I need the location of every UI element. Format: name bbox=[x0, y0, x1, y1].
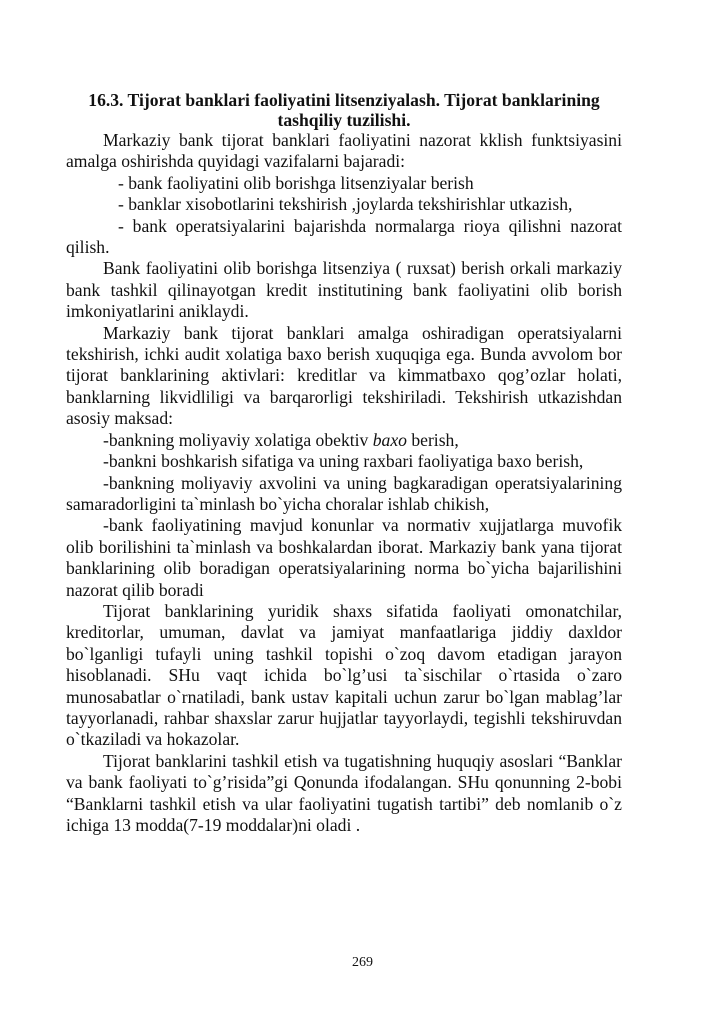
list-item-norms-control: - bank operatsiyalarini bajarishda normalarga rioya qilishni nazorat qilish. bbox=[66, 215, 622, 258]
list-item-licensing: - bank faoliyatini olib borishga litsenziyalar berish bbox=[118, 172, 474, 193]
list-item-efficiency-measures: -bankning moliyaviy axvolini va uning bagkaradigan operatsiyalarining samaradorligini ta`minlash bo`yicha choralar ishlab chikish, bbox=[66, 472, 622, 514]
bullet-text-end: berish, bbox=[406, 429, 459, 450]
page-body bbox=[66, 90, 622, 836]
bullet-text-start: -bankning moliyaviy xolatiga obektiv bbox=[103, 429, 373, 450]
list-item-reports-check: - banklar xisobotlarini tekshirish ,joylarda tekshirishlar utkazish, bbox=[118, 194, 573, 215]
section-title: 16.3. Tijorat banklari faoliyatini litsenziyalash. Tijorat banklarining tashqiliy tuzilishi. bbox=[88, 90, 600, 130]
list-item-management-quality: -bankni boshkarish sifatiga va uning raxbari faoliyatiga baxo berish, bbox=[103, 451, 584, 472]
paragraph-inspection: Markaziy bank tijorat banklari amalga oshiradigan operatsiyalarni tekshirish, ichki audit xolatiga baxo berish xuquqiga ega. Bunda avvolom bor tijorat banklarining aktivlari: kreditlar va kimmatbaxo qog’ozlar holati, banklarning likvidliligi va barqarorligi tekshiriladi. Tekshirish utkazishdan asosiy maksad: bbox=[66, 322, 622, 429]
paragraph-legal-basis: Tijorat banklarini tashkil etish va tugatishning huquqiy asoslari “Banklar va bank faoliyati to`g’risida”gi Qonunda ifodalangan. SHu qonunning 2-bobi “Banklarni tashkil etish va ular faoliyatini tugatish tartibi” deb nomlanib o`z ichiga 13 modda(7-19 moddalar)ni oladi . bbox=[66, 750, 622, 835]
list-item-financial-assessment bbox=[66, 430, 622, 451]
page-number: 269 bbox=[352, 955, 373, 970]
paragraph-legal-entity: Tijorat banklarining yuridik shaxs sifatida faoliyati omonatchilar, kreditorlar, umuman, davlat va jamiyat manfaatlariga jiddiy daxldor bo`lganligi tufayli uning tashkil topishi o`zoq davom etadigan jarayon hisoblanadi. SHu vaqt ichida bo`lg’usi ta`sischilar o`rtasida o`zaro munosabatlar o`rnatiladi, bank ustav kapitali uchun zarur bo`lgan mablag’lar tayyorlanadi, rahbar shaxslar zarur hujjatlar tayyorlaydi, tegishli tekshiruvdan o`tkaziladi va hokazolar. bbox=[66, 600, 622, 750]
bullet-text-italic: baxo bbox=[372, 429, 407, 450]
list-item-legal-compliance: -bank faoliyatining mavjud konunlar va normativ xujjatlarga muvofik olib borilishini ta`minlash va boshkalardan iborat. Markaziy bank yana tijorat banklarining olib boradigan operatsiyalarining norma bo`yicha bajarilishini nazorat qilib boradi bbox=[66, 515, 622, 600]
paragraph-licensing: Bank faoliyatini olib borishga litsenziya ( ruxsat) berish orkali markaziy bank tashkil qilinayotgan kredit institutining bank faoliyatini olib borish imkoniyatlarini aniklaydi. bbox=[66, 258, 622, 322]
paragraph-intro: Markaziy bank tijorat banklari faoliyatini nazorat kklish funktsiyasini amalga oshirishda quyidagi vazifalarni bajaradi: bbox=[66, 130, 622, 172]
